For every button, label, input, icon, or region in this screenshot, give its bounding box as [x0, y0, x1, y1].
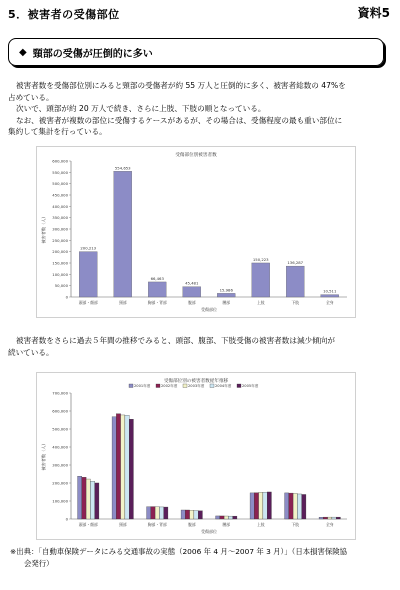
chart-2-xtick-label: 上肢: [256, 522, 265, 527]
para1-line2: 占めている。: [8, 92, 54, 102]
chart-1-bar: [79, 252, 97, 297]
chart-1-bar: [114, 171, 132, 297]
chart-2-bar: [289, 493, 293, 519]
chart-2-bar: [116, 414, 120, 519]
chart-2-bar: [267, 492, 271, 519]
diamond-icon: ◆: [19, 46, 27, 58]
chart-2-ytick-label: 100,000: [52, 498, 68, 504]
chart-2-bar: [336, 517, 340, 519]
chart-1-ytick-label: 250,000: [52, 237, 68, 243]
chart-2-legend-swatch: [237, 384, 241, 388]
chart-1-ytick-label: 100,000: [52, 271, 68, 277]
chart-2-bar: [78, 476, 82, 519]
chart-2-bar: [190, 510, 194, 519]
chart-1-title: 受傷部位別被害者数: [175, 153, 217, 158]
chart-2-bar: [121, 415, 125, 519]
chart-2-xtick-label: 腹部: [187, 522, 196, 527]
chart-2-bar: [250, 493, 254, 519]
chart-2-bar: [233, 516, 237, 519]
chart-2-bar: [302, 494, 306, 519]
chart-2-bar: [181, 510, 185, 519]
chart-2-bar: [263, 492, 267, 519]
chart-1-bar: [321, 295, 339, 297]
chart-1-ytick-label: 400,000: [52, 203, 68, 209]
chart-1-frame: [36, 146, 356, 318]
chart-1-bar: [217, 293, 235, 297]
chart-2-ytick-label: 600,000: [52, 408, 68, 414]
chart-1-ylabel: 被害者数（人）: [41, 214, 46, 244]
chart-1-ytick-label: 450,000: [52, 192, 68, 198]
chart-2-ytick-label: 400,000: [52, 444, 68, 450]
chart-2-bar: [332, 517, 336, 519]
page-title: 5．被害者の受傷部位: [8, 8, 120, 21]
chart-2-ytick-label: 0: [65, 516, 68, 522]
chart-1-value-label: 15,986: [219, 287, 233, 293]
chart-2-legend-swatch: [156, 384, 160, 388]
intro-paragraphs: [8, 80, 388, 138]
chart-2-title: 受傷部位別の被害者数経年推移: [163, 379, 229, 384]
chart-2-bar: [129, 419, 133, 519]
chart-1-xtick-label: 上肢: [256, 300, 265, 305]
chart-2-legend-swatch: [129, 384, 133, 388]
chart-2-legend-label: 2004年度: [215, 384, 232, 388]
chart-1-value-label: 136,287: [287, 260, 304, 266]
chart-2-bar: [159, 507, 163, 519]
chart-1-xtick-label: 全身: [325, 300, 334, 305]
chart-2-legend-label: 2002年度: [161, 384, 178, 388]
chart-1-bar: [252, 263, 270, 297]
chart-1-xtick-label: 胸部・背部: [147, 300, 167, 305]
footer-line1: ※出典：「自動車保険データにみる交通事故の実態（2006 年 4 月～2007 年 3 月）」（日本損害保険協: [10, 547, 348, 556]
chart-2-xtick-label: 下肢: [291, 522, 300, 527]
chart-2-bar: [112, 417, 116, 519]
chart-2-bar: [259, 492, 263, 519]
chart-2-bar: [285, 493, 289, 519]
chart-2-bar: [90, 481, 94, 519]
chart-2-legend-label: 2005年度: [242, 384, 259, 388]
chart-1-value-label: 45,481: [185, 280, 199, 286]
chart-1-value-label: 66,463: [150, 275, 164, 281]
chart-2-bar: [125, 415, 129, 519]
chart-2-xtick-label: 胸部・背部: [147, 522, 167, 527]
chart-2-bar: [151, 507, 155, 519]
chart-2-ytick-label: 200,000: [52, 480, 68, 486]
chart-2-bar: [293, 493, 297, 519]
chart-1-ytick-label: 200,000: [52, 249, 68, 255]
footer-line2: 会発行）: [24, 559, 54, 568]
chart-2-bar: [95, 483, 99, 519]
chart-1-xlabel: 受傷部位: [201, 307, 217, 312]
chart-2-bar: [198, 511, 202, 519]
chart-2-xtick-label: 頭部・顔部: [78, 522, 98, 527]
chart-1-ytick-label: 600,000: [52, 158, 68, 164]
chart-2-bar: [86, 479, 90, 519]
chart-1-xtick-label: 頭部・顔部: [78, 300, 98, 305]
chart-1-xtick-label: 腹部: [187, 300, 196, 305]
chart-1-ytick-label: 50,000: [54, 283, 68, 289]
chart-1-ytick-label: 350,000: [52, 215, 68, 221]
chart-2-bar: [328, 517, 332, 519]
chart-2-bar: [319, 517, 323, 519]
chart-1-value-label: 200,213: [80, 245, 97, 251]
chart-1-value-label: 150,223: [252, 256, 269, 262]
chart-2-bar: [194, 511, 198, 519]
chart-1-ytick-label: 550,000: [52, 169, 68, 175]
chart-1-value-label: 554,653: [114, 165, 131, 171]
para3-line2: 集約して集計を行っている。: [8, 127, 107, 136]
chart-2-ytick-label: 700,000: [52, 390, 68, 396]
chart-2-xtick-label: 頸部: [118, 522, 127, 527]
chart-2-legend-label: 2001年度: [134, 384, 151, 388]
chart-1-ytick-label: 0: [65, 294, 68, 300]
chart-2-bar: [254, 493, 258, 519]
chart-2-legend-swatch: [210, 384, 214, 388]
chart-2-bar: [297, 494, 301, 519]
source-footer: [10, 546, 392, 570]
chart-1-xtick-label: 頸部: [118, 300, 127, 305]
chart-1-ytick-label: 300,000: [52, 226, 68, 232]
chart-1-ytick-label: 150,000: [52, 260, 68, 266]
para2: 次いで、頭部が約 20 万人で続き、さらに上肢、下肢の順となっている。: [16, 104, 266, 113]
chart-1-bar: [183, 287, 201, 297]
chart-2-bar: [185, 510, 189, 519]
chart-2-bar: [164, 507, 168, 519]
chart-2-bar: [220, 516, 224, 519]
chart-1-value-label: 10,511: [323, 288, 337, 294]
para4-line2: 続いている。: [8, 347, 54, 357]
chart-1-bar: [286, 266, 304, 297]
chart-2-bar: [155, 507, 159, 519]
chart-2-bar: [216, 516, 220, 519]
section-heading-box: [8, 38, 384, 66]
chart-2-ytick-label: 500,000: [52, 426, 68, 432]
chart-2-xtick-label: 腰部: [222, 522, 231, 527]
chart-2-ylabel: 被害者数（人）: [41, 441, 46, 471]
chart-2-bar: [224, 516, 228, 519]
para1-line1: 被害者数を受傷部位別にみると頸部の受傷者が約 55 万人と圧倒的に多く、被害者総数の 47%を: [16, 81, 346, 90]
chart-1-svg: [37, 147, 355, 317]
chart-1-ytick-label: 500,000: [52, 181, 68, 187]
chart-2-svg: [37, 373, 355, 539]
para4-line1: 被害者数をさらに過去５年間の推移でみると、頭部、腹部、下肢受傷の被害者数は減少傾向が: [16, 336, 335, 345]
chart-2-bar: [82, 477, 86, 519]
chart-2-bar: [228, 516, 232, 519]
chart-2-frame: [36, 372, 356, 540]
chart-2-xlabel: 受傷部位: [201, 529, 217, 534]
para3-line1: なお、被害者が複数の部位に受傷するケースがあるが、その場合は、受傷程度の最も重い部位に: [16, 115, 343, 125]
chart-2-ytick-label: 300,000: [52, 462, 68, 468]
chart-2-legend-swatch: [183, 384, 187, 388]
chart-1-xtick-label: 腰部: [222, 300, 231, 305]
chart-1-bar: [148, 282, 166, 297]
chart-2-bar: [323, 517, 327, 519]
chart-2-xtick-label: 全身: [325, 522, 334, 527]
document-label: 資料5: [357, 6, 390, 20]
section-heading: 頸部の受傷が圧倒的に多い: [32, 48, 153, 60]
chart-2-bar: [147, 507, 151, 519]
chart-1-xtick-label: 下肢: [291, 300, 300, 305]
trend-paragraph: [8, 335, 388, 358]
chart-2-legend-label: 2003年度: [188, 384, 205, 388]
